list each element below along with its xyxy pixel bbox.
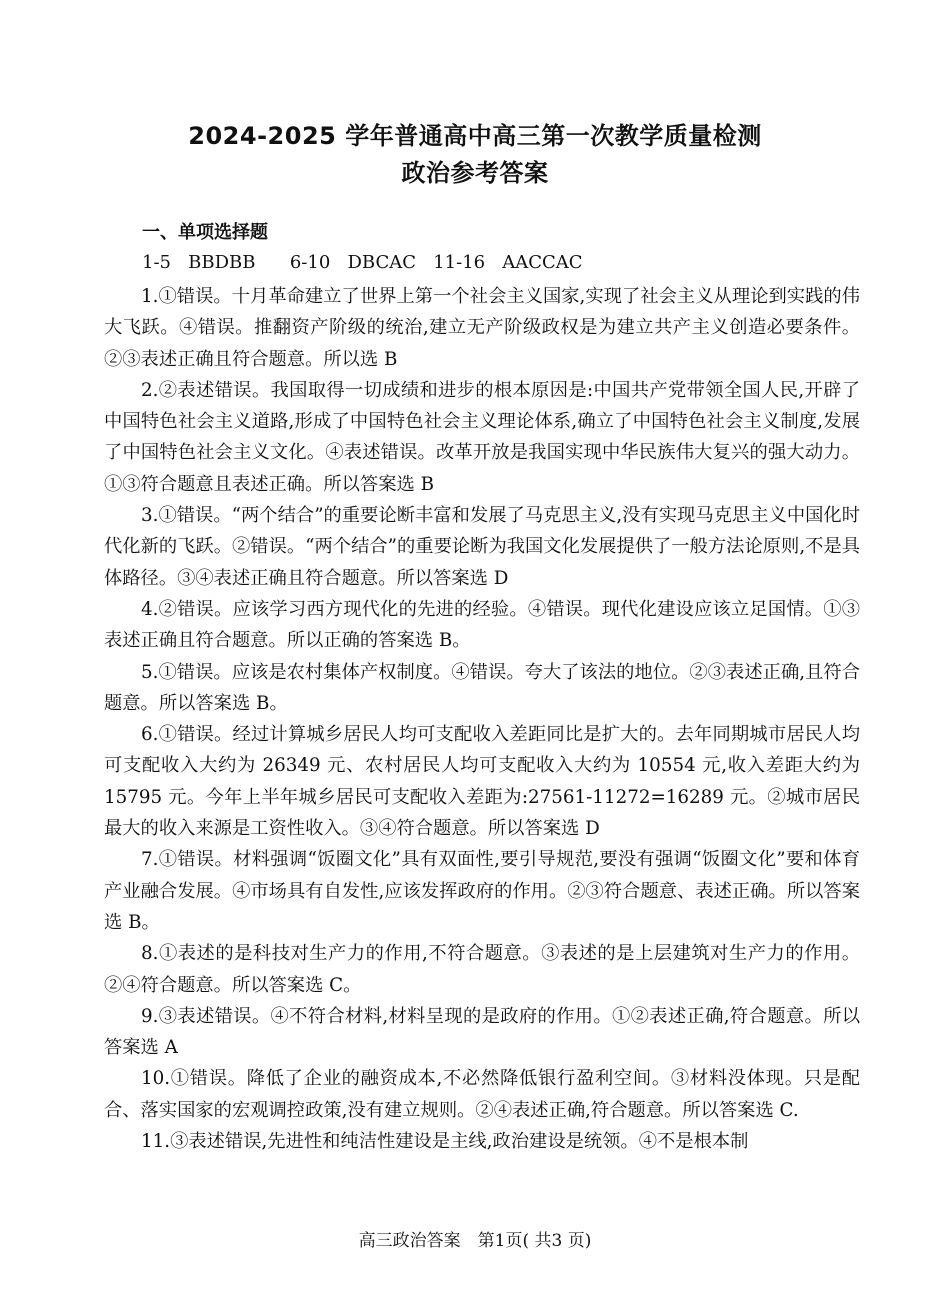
key-answers: AACCAC xyxy=(502,252,583,273)
explanation-paragraph: 6.①错误。经过计算城乡居民人均可支配收入差距同比是扩大的。去年同期城市居民人均可支配收入大约为 26349 元、农村居民人均可支配收入大约为 10554 元,收入差距大约为 15795 元。今年上半年城乡居民可支配收入差距为:27561-11272=16289 元。②城市居民最大的收入来源是工资性收入。③④符合题意。所以答案选 D xyxy=(104,724,860,840)
explanation-paragraph: 2.②表述错误。我国取得一切成绩和进步的根本原因是:中国共产党带领全国人民,开辟了中国特色社会主义道路,形成了中国特色社会主义理论体系,确立了中国特色社会主义制度,发展了中国特色社会主义文化。④表述错误。改革开放是我国实现中华民族伟大复兴的强大动力。①③符合题意且表述正确。所以答案选 B xyxy=(104,379,860,495)
explanation-paragraph: 11.③表述错误,先进性和纯洁性建设是主线,政治建设是统领。④不是根本制 xyxy=(141,1131,749,1153)
key-range: 6-10 xyxy=(289,252,331,273)
explanation-paragraph: 10.①错误。降低了企业的融资成本,不必然降低银行盈利空间。③材料没体现。只是配合、落实国家的宏观调控政策,没有建立规则。②④表述正确,符合题意。所以答案选 C. xyxy=(104,1068,860,1121)
explanation-paragraph: 1.①错误。十月革命建立了世界上第一个社会主义国家,实现了社会主义从理论到实践的伟大飞跃。④错误。推翻资产阶级的统治,建立无产阶级政权是为建立共产主义创造必要条件。②③表述正确且符合题意。所以选 B xyxy=(104,286,860,370)
page-footer: 高三政治答案 第1页( 共3 页) xyxy=(358,1231,592,1251)
explanation-paragraph: 5.①错误。应该是农村集体产权制度。④错误。夸大了该法的地位。②③表述正确,且符合题意。所以答案选 B。 xyxy=(104,661,860,714)
explanation-paragraph: 3.①错误。“两个结合”的重要论断丰富和发展了马克思主义,没有实现马克思主义中国化时代化新的飞跃。②错误。“两个结合”的重要论断为我国文化发展提供了一般方法论原则,不是具体路径。③④表述正确且符合题意。所以答案选 D xyxy=(104,505,860,589)
key-answers: DBCAC xyxy=(347,252,417,273)
key-range: 11-16 xyxy=(433,252,486,273)
explanation-paragraph: 8.①表述的是科技对生产力的作用,不符合题意。③表述的是上层建筑对生产力的作用。②④符合题意。所以答案选 C。 xyxy=(104,943,860,996)
explanation-paragraph: 4.②错误。应该学习西方现代化的先进的经验。④错误。现代化建设应该立足国情。①③表述正确且符合题意。所以正确的答案选 B。 xyxy=(104,598,860,652)
page-subtitle: 政治参考答案 xyxy=(401,159,549,187)
explanation-paragraph: 9.③表述错误。④不符合材料,材料呈现的是政府的作用。①②表述正确,符合题意。所以答案选 A xyxy=(104,1005,860,1059)
key-range: 1-5 xyxy=(142,252,171,273)
answer-key-line xyxy=(142,252,583,273)
section-heading: 一、单项选择题 xyxy=(142,222,268,243)
explanation-paragraph: 7.①错误。材料强调“饭圈文化”具有双面性,要引导规范,要没有强调“饭圈文化”要和体育产业融合发展。④市场具有自发性,应该发挥政府的作用。②③符合题意、表述正确。所以答案选 B。 xyxy=(104,849,860,933)
explanations xyxy=(104,281,860,1157)
page-title: 2024-2025 学年普通高中高三第一次教学质量检测 xyxy=(188,122,762,150)
key-answers: BBDBB xyxy=(188,252,256,273)
